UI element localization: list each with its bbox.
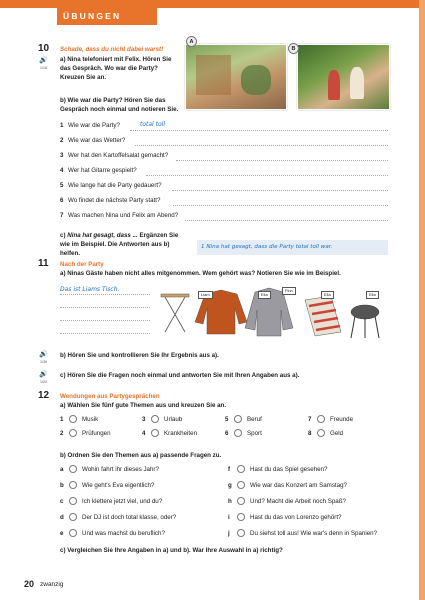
task-b: b) Ordnen Sie den Themen aus a) passende Fragen zu.	[60, 452, 222, 459]
question-number: 6	[60, 197, 64, 204]
answer-circle[interactable]	[69, 465, 77, 473]
topic-number: 7	[308, 416, 312, 423]
question-number: 4	[60, 167, 64, 174]
checkbox[interactable]	[234, 415, 242, 423]
example-answer-box	[197, 240, 388, 255]
topic-number: 2	[60, 430, 64, 437]
answer-line[interactable]	[173, 205, 388, 206]
audio-icon[interactable]: 🔊	[39, 371, 48, 378]
photo-detail	[196, 55, 231, 95]
item-text: Der DJ ist doch total klasse, oder?	[82, 514, 177, 521]
task-c: c) Hören Sie die Fragen noch einmal und antworten Sie mit Ihren Angaben aus a).	[60, 372, 300, 379]
table-drawing	[161, 294, 189, 332]
question-text: Wer hat den Kartoffelsalat gemacht?	[68, 152, 169, 159]
question-row	[60, 122, 388, 134]
item-letter: f	[228, 466, 231, 473]
answer-circle[interactable]	[237, 513, 245, 521]
answer-circle[interactable]	[237, 497, 245, 505]
question-text: Wer hat Gitarre gespielt?	[68, 167, 137, 174]
topic-number: 5	[225, 416, 229, 423]
checkbox[interactable]	[151, 429, 159, 437]
handwritten-example: Das ist Liams Tisch.	[60, 286, 120, 293]
checkbox[interactable]	[234, 429, 242, 437]
section-title: ÜBUNGEN	[57, 8, 157, 25]
exercise-title: Nach der Party	[60, 261, 104, 268]
task-b: b) Wie war die Party? Hören Sie das Gespräch noch einmal und notieren Sie.	[60, 97, 179, 113]
answer-circle[interactable]	[69, 529, 77, 537]
answer-circle[interactable]	[69, 497, 77, 505]
topic-number: 6	[225, 430, 229, 437]
track-number: 1/39	[40, 360, 47, 364]
right-edge-band	[419, 0, 425, 600]
example-answer: 1 Nina hat gesagt, dass die Party total toll war.	[201, 244, 333, 250]
topic-label: Freunde	[330, 416, 354, 423]
topic-label: Musik	[82, 416, 99, 423]
item-text: Hast du das Spiel gesehen?	[250, 466, 328, 473]
photo-detail	[328, 70, 340, 100]
item-text: Und? Macht die Arbeit noch Spaß?	[250, 498, 346, 505]
item-letter: c	[60, 498, 64, 505]
answer-line[interactable]	[135, 145, 388, 146]
item-text: Wie geht's Eva eigentlich?	[82, 482, 155, 489]
answer-circle[interactable]	[237, 465, 245, 473]
answer-line[interactable]	[60, 307, 150, 308]
answer-line[interactable]	[130, 130, 388, 131]
question-row	[60, 197, 388, 209]
exercise-title: Wendungen aus Partygesprächen	[60, 393, 160, 400]
deckchair-drawing	[305, 296, 341, 336]
question-number: 5	[60, 182, 64, 189]
name-tag: Ella	[321, 291, 334, 299]
answer-line[interactable]	[176, 160, 388, 161]
task-c-instruction: Ergänzen Sie wie im Beispiel. Die Antworten aus b) helfen.	[60, 232, 179, 257]
exercise-title: Schade, dass du nicht dabei warst!	[60, 46, 164, 53]
task-c-label: c)	[60, 232, 66, 239]
item-letter: e	[60, 530, 64, 537]
checkbox[interactable]	[69, 429, 77, 437]
question-number: 1	[60, 122, 64, 129]
answer-line[interactable]	[60, 320, 150, 321]
photo-detail	[241, 65, 271, 95]
party-objects-illustration	[155, 282, 387, 344]
item-letter: i	[228, 514, 230, 521]
item-letter: d	[60, 514, 64, 521]
topic-label: Sport	[247, 430, 262, 437]
photo-balcony-party	[185, 44, 287, 110]
topic-number: 8	[308, 430, 312, 437]
topic-label: Urlaub	[164, 416, 183, 423]
page-number: 20	[24, 579, 35, 589]
page-number-word: zwanzig	[40, 581, 64, 588]
task-a: a) Ninas Gäste haben nicht alles mitgenommen. Wem gehört was? Notieren Sie wie im Beispiel.	[60, 270, 341, 277]
item-text: Du siehst toll aus! Wie war's denn in Spanien?	[250, 530, 378, 537]
topic-number: 4	[142, 430, 146, 437]
question-text: Wo findet die nächste Party statt?	[68, 197, 161, 204]
task-b: b) Hören Sie und kontrollieren Sie Ihr Ergebnis aus a).	[60, 352, 219, 359]
answer-circle[interactable]	[69, 481, 77, 489]
answer-circle[interactable]	[69, 513, 77, 521]
top-band	[0, 0, 425, 8]
item-text: Und was machst du beruflich?	[82, 530, 165, 537]
answer-line[interactable]	[172, 190, 388, 191]
question-row	[60, 152, 388, 164]
answer-line[interactable]	[60, 333, 150, 334]
topic-label: Beruf	[247, 416, 262, 423]
grill-drawing	[351, 305, 379, 338]
track-number: 1/20	[40, 380, 47, 384]
item-text: Hast du das von Lorenzo gehört?	[250, 514, 342, 521]
question-text: Wie lange hat die Party gedauert?	[68, 182, 162, 189]
photo-label-b: B	[288, 43, 299, 54]
item-letter: h	[228, 498, 232, 505]
answer-line[interactable]	[60, 294, 150, 295]
name-tag: Ella	[258, 291, 271, 299]
question-number: 3	[60, 152, 64, 159]
task-c	[60, 231, 190, 258]
item-text: Wohin fahrt ihr dieses Jahr?	[82, 466, 159, 473]
name-tag: Liam	[198, 291, 213, 299]
photo-garden-party	[297, 44, 390, 110]
question-row	[60, 167, 388, 179]
track-number: 1/18	[40, 66, 47, 70]
topic-number: 3	[142, 416, 146, 423]
topic-label: Prüfungen	[82, 430, 111, 437]
question-row	[60, 137, 388, 149]
topic-label: Krankheiten	[164, 430, 198, 437]
task-a: a) Nina telefoniert mit Felix. Hören Sie das Gespräch. Wo war die Party? Kreuzen Sie an.	[60, 56, 172, 81]
checkbox[interactable]	[317, 415, 325, 423]
item-letter: a	[60, 466, 64, 473]
question-text: Wie war die Party?	[68, 122, 120, 129]
answer-circle[interactable]	[237, 529, 245, 537]
exercise-number: 10	[38, 43, 50, 54]
item-text: Ich klettere jetzt viel, und du?	[82, 498, 163, 505]
name-tag: Finn	[282, 287, 296, 295]
question-number: 2	[60, 137, 64, 144]
question-row	[60, 212, 388, 224]
audio-icon[interactable]: 🔊	[39, 351, 48, 358]
name-tag: Ella	[366, 291, 379, 299]
question-text: Wie war das Wetter?	[68, 137, 126, 144]
question-row	[60, 182, 388, 194]
answer-circle[interactable]	[237, 481, 245, 489]
answer-line[interactable]	[146, 175, 388, 176]
item-letter: g	[228, 482, 232, 489]
checkbox[interactable]	[317, 429, 325, 437]
photo-detail	[350, 67, 364, 99]
exercise-number: 12	[38, 390, 50, 401]
task-c-phrase: Nina hat gesagt, dass ...	[67, 232, 138, 239]
item-letter: j	[228, 530, 230, 537]
checkbox[interactable]	[151, 415, 159, 423]
topic-label: Geld	[330, 430, 344, 437]
photo-label-a: A	[186, 36, 197, 47]
exercise-number: 11	[38, 258, 49, 269]
answer-line[interactable]	[185, 220, 388, 221]
audio-icon[interactable]: 🔊	[39, 57, 48, 64]
task-a: a) Wählen Sie fünf gute Themen aus und kreuzen Sie an.	[60, 402, 227, 409]
item-text: Wie war das Konzert am Samstag?	[250, 482, 347, 489]
handwritten-answer: total toll	[140, 121, 165, 128]
question-text: Was machen Nina und Felix am Abend?	[68, 212, 179, 219]
topic-number: 1	[60, 416, 64, 423]
checkbox[interactable]	[69, 415, 77, 423]
item-letter: b	[60, 482, 64, 489]
question-number: 7	[60, 212, 64, 219]
task-c: c) Vergleichen Sie Ihre Angaben in a) und b). War Ihre Auswahl in a) richtig?	[60, 547, 283, 554]
